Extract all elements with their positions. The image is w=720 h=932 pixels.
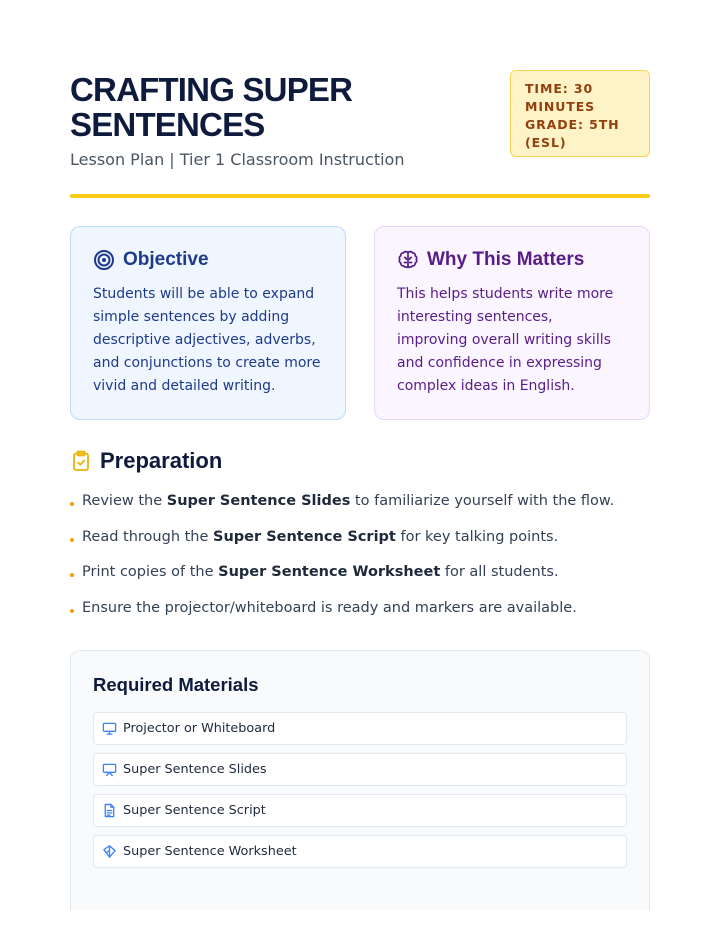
- brain-icon: [397, 249, 419, 271]
- list-item: [70, 561, 650, 597]
- objective-card: [70, 226, 346, 420]
- material-item-script: [93, 794, 627, 827]
- material-label: Super Sentence Worksheet: [123, 844, 297, 859]
- item-bold-text: Super Sentence Script: [213, 528, 396, 545]
- item-bold-text: Super Sentence Slides: [166, 493, 351, 509]
- list-item: [70, 490, 650, 526]
- item-text: Read through the: [82, 528, 214, 545]
- title-line-2: SENTENCES: [70, 106, 265, 143]
- lesson-meta-badge: [510, 70, 650, 157]
- material-label: Super Sentence Script: [123, 803, 266, 818]
- material-label: Super Sentence Slides: [123, 762, 267, 777]
- time-label-cont: MINUTES: [525, 99, 596, 114]
- document-icon: [102, 803, 117, 818]
- page-subtitle: Lesson Plan | Tier 1 Classroom Instruction: [70, 150, 405, 169]
- why-card: [374, 226, 650, 420]
- time-label: TIME: 30: [525, 81, 594, 96]
- item-bold-text: Super Sentence Worksheet: [218, 564, 441, 580]
- grade-label-cont: (ESL): [525, 135, 567, 150]
- materials-title: Required Materials: [93, 674, 259, 695]
- item-text: for all students.: [440, 564, 559, 580]
- presentation-icon: [102, 762, 117, 777]
- objective-header: [93, 249, 323, 271]
- preparation-list: [70, 490, 650, 632]
- item-text: Review the: [82, 493, 167, 509]
- grade-label: GRADE: 5TH: [525, 117, 620, 132]
- materials-panel: [70, 650, 650, 910]
- why-title: Why This Matters: [427, 249, 585, 270]
- material-item-slides: [93, 753, 627, 786]
- bullet-dot: [70, 502, 74, 506]
- material-item-worksheet: [93, 835, 627, 868]
- list-item: [70, 597, 650, 633]
- item-text: Print copies of the: [82, 564, 219, 580]
- why-text: This helps students write more interesting sentences, improving overall writing skills and confidence in expressing complex ideas in English.: [397, 286, 614, 394]
- why-header: [397, 249, 627, 271]
- clipboard-check-icon: [70, 450, 92, 472]
- pencil-paper-icon: [102, 844, 117, 859]
- list-item: [70, 526, 650, 562]
- bullet-dot: [70, 573, 74, 577]
- page-title: [70, 72, 470, 142]
- preparation-header: [70, 448, 222, 474]
- item-text: for key talking points.: [395, 528, 559, 545]
- objective-text: Students will be able to expand simple sentences by adding descriptive adjectives, adverbs, and conjunctions to create more vivid and detailed writing.: [93, 286, 321, 394]
- bullet-dot: [70, 538, 74, 542]
- target-icon: [93, 249, 115, 271]
- bullet-dot: [70, 609, 74, 613]
- monitor-icon: [102, 721, 117, 736]
- header-divider: [70, 194, 650, 198]
- objective-title: Objective: [123, 249, 209, 270]
- title-line-1: CRAFTING SUPER: [70, 71, 353, 108]
- item-text: to familiarize yourself with the flow.: [350, 493, 615, 509]
- item-text: Ensure the projector/whiteboard is ready and markers are available.: [82, 599, 577, 616]
- material-item-projector: [93, 712, 627, 745]
- material-label: Projector or Whiteboard: [123, 721, 276, 736]
- preparation-title: Preparation: [100, 448, 223, 473]
